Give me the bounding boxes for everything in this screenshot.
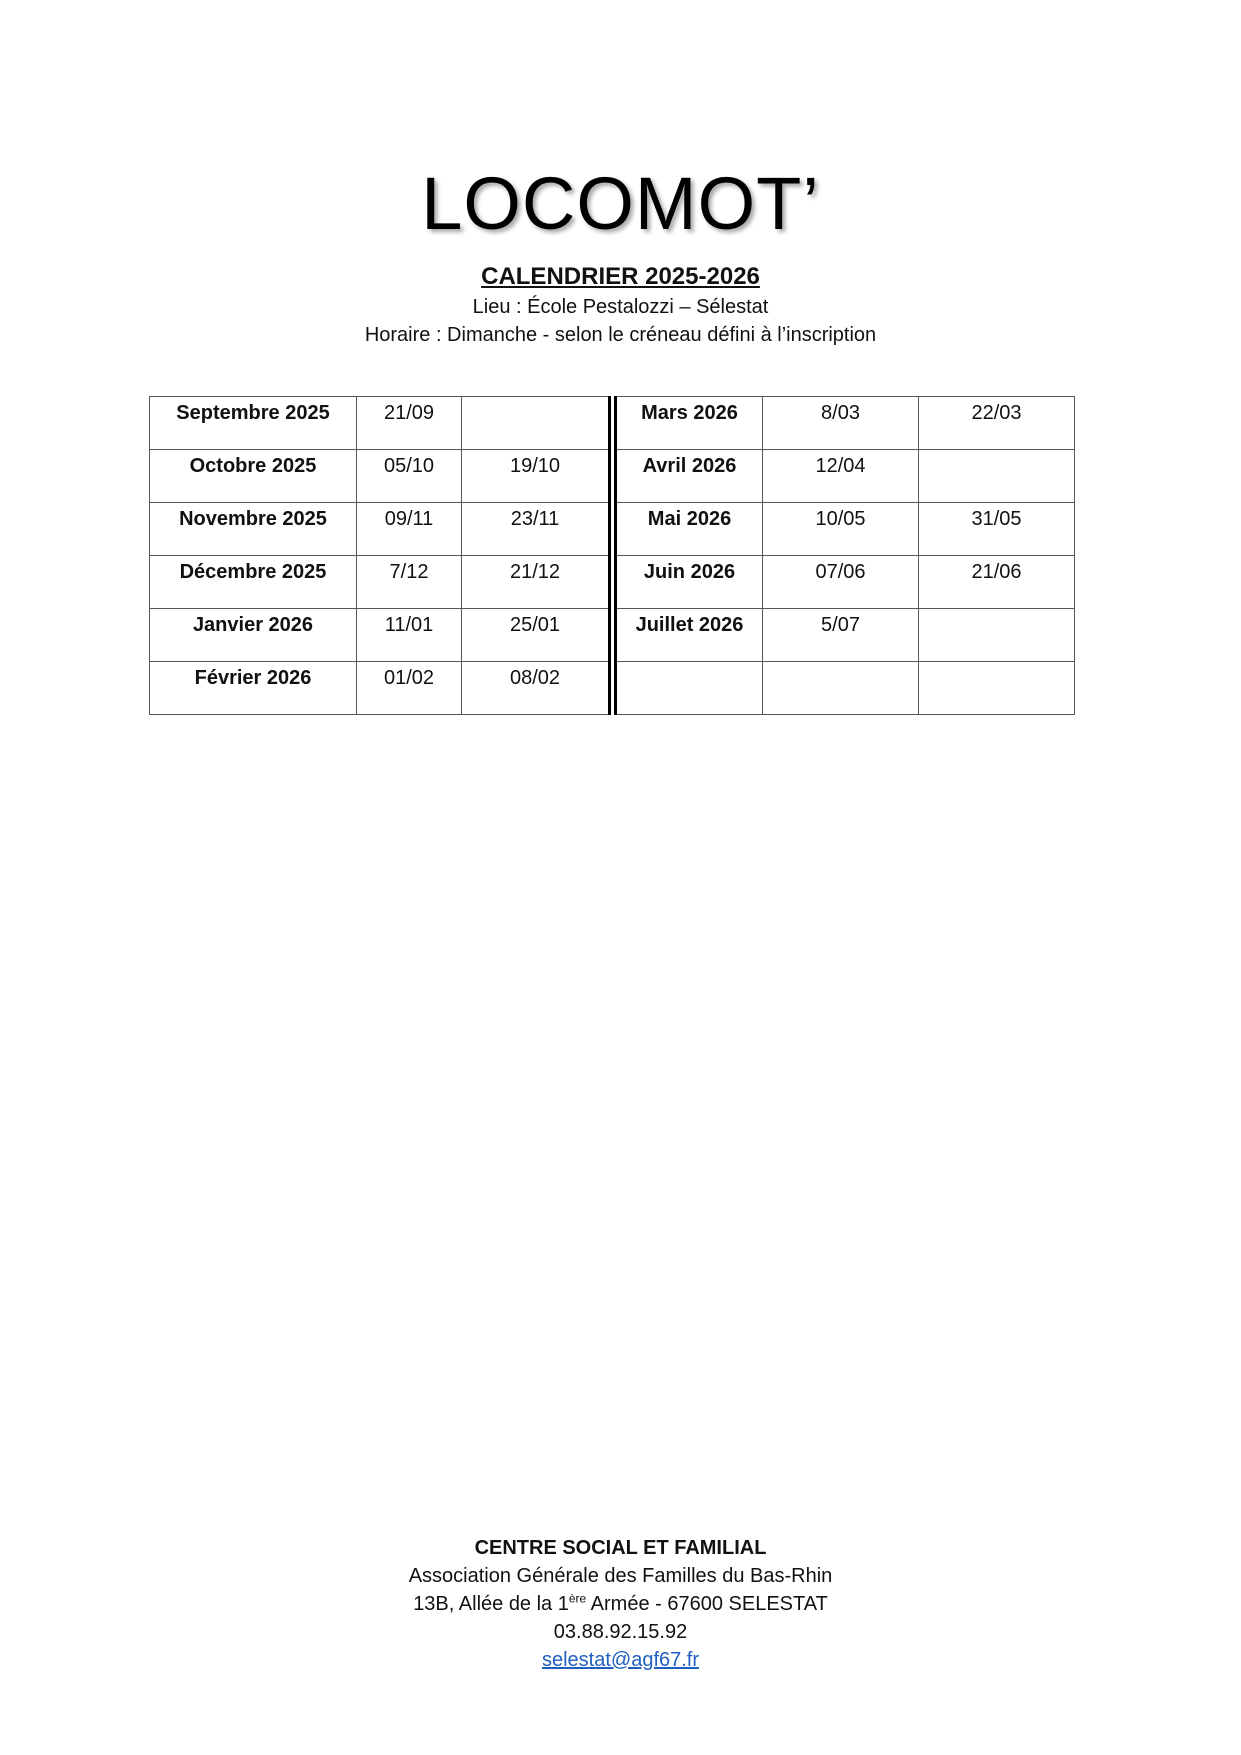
- table-row: [150, 503, 1075, 556]
- footer-address: [0, 1590, 1241, 1618]
- date-cell: [919, 662, 1075, 715]
- month-cell: Janvier 2026: [150, 609, 357, 662]
- month-cell: Avril 2026: [613, 450, 763, 503]
- month-cell: Octobre 2025: [150, 450, 357, 503]
- date-cell: 01/02: [357, 662, 462, 715]
- calendar-subtitle: CALENDRIER 2025-2026: [481, 263, 760, 290]
- date-cell: 31/05: [919, 503, 1075, 556]
- location-line: Lieu : École Pestalozzi – Sélestat: [472, 296, 769, 318]
- footer-organization: CENTRE SOCIAL ET FAMILIAL: [474, 1537, 767, 1559]
- month-cell: Mars 2026: [613, 397, 763, 450]
- date-cell: 21/09: [357, 397, 462, 450]
- month-cell: Juin 2026: [613, 556, 763, 609]
- date-cell: 11/01: [357, 609, 462, 662]
- table-row: [150, 556, 1075, 609]
- address-part: Armée - 67600 SELESTAT: [586, 1593, 828, 1615]
- date-cell: 08/02: [462, 662, 613, 715]
- footer-phone: 03.88.92.15.92: [553, 1621, 688, 1643]
- month-cell: [613, 662, 763, 715]
- calendar-table: [149, 396, 1075, 715]
- date-cell: 19/10: [462, 450, 613, 503]
- month-cell: Septembre 2025: [150, 397, 357, 450]
- date-cell: [763, 662, 919, 715]
- date-cell: 12/04: [763, 450, 919, 503]
- address-superscript: ère: [568, 1591, 587, 1606]
- date-cell: [919, 450, 1075, 503]
- date-cell: 10/05: [763, 503, 919, 556]
- table-row: [150, 662, 1075, 715]
- date-cell: 22/03: [919, 397, 1075, 450]
- email-link[interactable]: selestat@agf67.fr: [541, 1649, 700, 1671]
- date-cell: [919, 609, 1075, 662]
- month-cell: Juillet 2026: [613, 609, 763, 662]
- date-cell: 5/07: [763, 609, 919, 662]
- date-cell: 8/03: [763, 397, 919, 450]
- table-row: [150, 609, 1075, 662]
- month-cell: Février 2026: [150, 662, 357, 715]
- month-cell: Décembre 2025: [150, 556, 357, 609]
- schedule-line: Horaire : Dimanche - selon le créneau défini à l’inscription: [364, 324, 877, 346]
- date-cell: 21/12: [462, 556, 613, 609]
- address-part: 13B, Allée de la 1: [413, 1593, 569, 1615]
- date-cell: 7/12: [357, 556, 462, 609]
- month-cell: Novembre 2025: [150, 503, 357, 556]
- month-cell: Mai 2026: [613, 503, 763, 556]
- date-cell: [462, 397, 613, 450]
- footer-association: Association Générale des Familles du Bas-Rhin: [408, 1565, 833, 1587]
- page-title: LOCOMOT’: [421, 162, 820, 245]
- footer-email: [0, 1646, 1241, 1674]
- table-row: [150, 397, 1075, 450]
- date-cell: 07/06: [763, 556, 919, 609]
- date-cell: 25/01: [462, 609, 613, 662]
- date-cell: 21/06: [919, 556, 1075, 609]
- date-cell: 05/10: [357, 450, 462, 503]
- date-cell: 23/11: [462, 503, 613, 556]
- date-cell: 09/11: [357, 503, 462, 556]
- table-row: [150, 450, 1075, 503]
